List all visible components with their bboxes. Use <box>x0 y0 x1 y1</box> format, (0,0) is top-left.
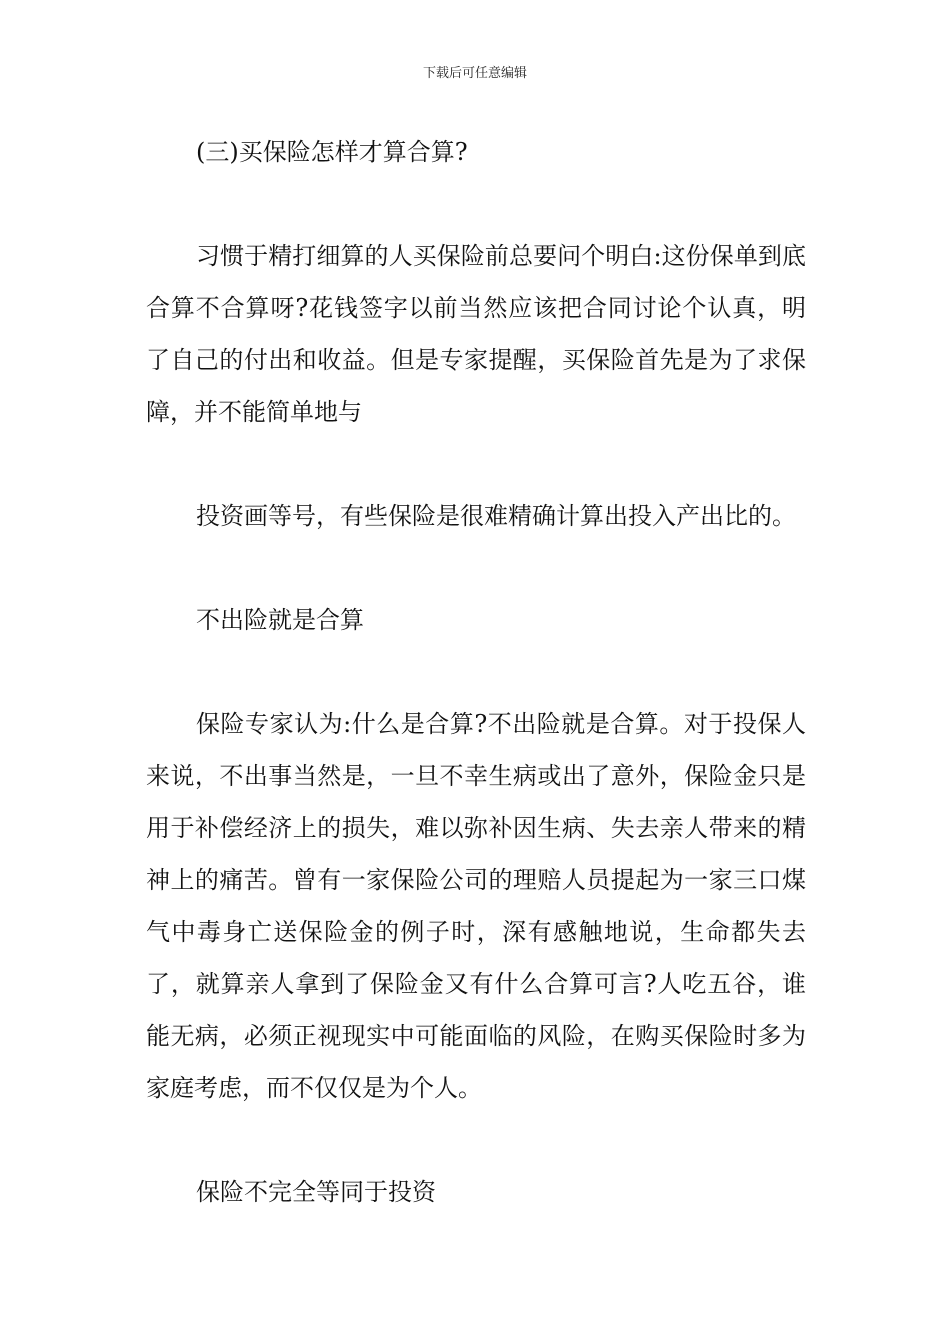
section-title: (三)买保险怎样才算合算? <box>196 138 468 166</box>
paragraph-1: 习惯于精打细算的人买保险前总要问个明白:这份保单到底合算不合算呀?花钱签字以前当然应该把合同讨论个认真，明了自己的付出和收益。但是专家提醒，买保险首先是为了求保障，并不能简单地与 <box>146 242 806 426</box>
spacer <box>146 438 806 490</box>
spacer <box>146 646 806 698</box>
subheading-no-claim: 不出险就是合算 <box>196 606 364 634</box>
paragraph-3: 保险专家认为:什么是合算?不出险就是合算。对于投保人来说，不出事当然是，一旦不幸生病或出了意外，保险金只是用于补偿经济上的损失，难以弥补因生病、失去亲人带来的精神上的痛苦。曾有一家保险公司的理赔人员提起为一家三口煤气中毒身亡送保险金的例子时，深有感触地说，生命都失去了，就算亲人拿到了保险金又有什么合算可言?人吃五谷，谁能无病，必须正视现实中可能面临的风险，在购买保险时多为家庭考虑，而不仅仅是为个人。 <box>146 710 806 1102</box>
document-body <box>146 126 806 1218</box>
spacer <box>146 542 806 594</box>
header-note: 下载后可任意编辑 <box>422 66 527 81</box>
paragraph-2: 投资画等号，有些保险是很难精确计算出投入产出比的。 <box>196 502 796 530</box>
subheading-insurance-vs-investment: 保险不完全等同于投资 <box>196 1178 436 1206</box>
spacer <box>146 1114 806 1166</box>
spacer <box>146 178 806 230</box>
